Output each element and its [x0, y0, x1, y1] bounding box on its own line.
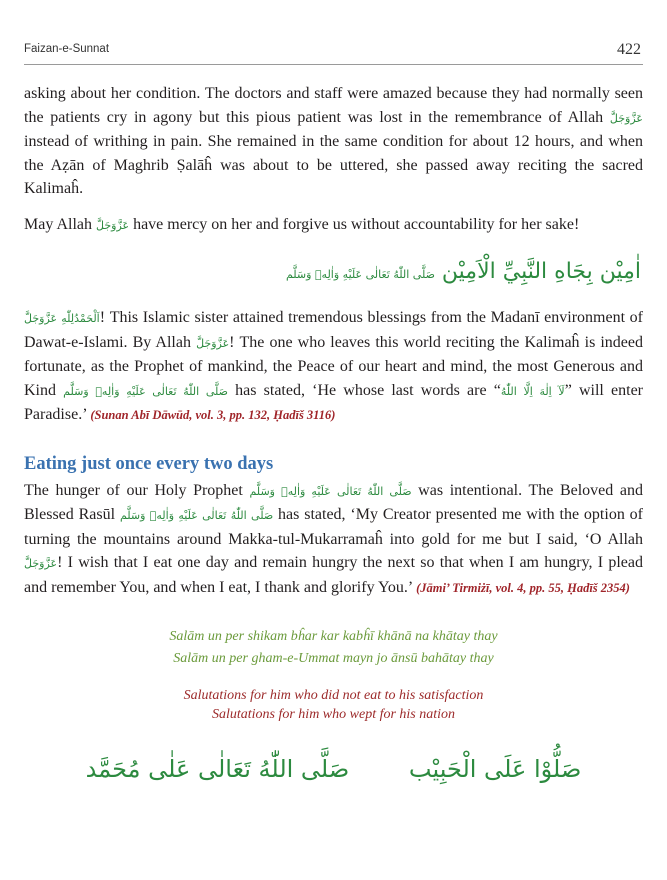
azza-wa-jal-inline: عَزَّوَجَلَّ	[196, 336, 230, 350]
page-number: 422	[617, 41, 641, 58]
salutation-inline: صَلَّى اللّٰهُ تَعَالٰى عَلَيْهِ وَاٰلِهٖ وَسَلَّم	[119, 509, 274, 522]
ameen-text: اٰمِيْن بِجَاهِ النَّبِيِّ الْاَمِيْن	[441, 259, 641, 284]
kalimah-inline: لَآ اِلٰهَ اِلَّا اللّٰهُ	[500, 384, 565, 398]
durood-response: صَلَّى اللّٰهُ تَعَالٰى عَلٰى مُحَمَّد	[85, 755, 350, 783]
poem-line: Salām un per shikam bĥar kar kabĥī khānā na khātay thay	[169, 629, 498, 644]
poem-transliteration	[24, 626, 643, 670]
paragraph-condition: asking about her condition. The doctors and staff were amazed because they had normally seen the patients cry in agony but this pious patient was lost in the remembrance of Allah عَزَّوَجَلَّ instead of writhing in pain. She remained in the same condition for about 12 hours, and when the Aẓān of Maghrib Ṣalāĥ was about to be uttered, she passed away reciting the sacred Kalimaĥ.	[24, 85, 643, 197]
poem-translation-line: Salutations for him who wept for his nation	[211, 707, 456, 722]
paragraph-mercy: May Allah عَزَّوَجَلَّ have mercy on her and forgive us without accountability for her sake!	[24, 215, 580, 233]
azza-wa-jal-inline: عَزَّوَجَلَّ	[609, 111, 643, 125]
azza-wa-jal-inline: عَزَّوَجَلَّ	[24, 557, 58, 570]
poem-translation	[24, 686, 643, 724]
running-title: Faizan-e-Sunnat	[24, 43, 110, 55]
ameen-supplication	[24, 255, 641, 292]
durood-line	[24, 752, 643, 786]
poem-translation-line: Salutations for him who did not eat to his satisfaction	[183, 688, 484, 703]
salutation-inline: صَلَّى اللّٰهُ تَعَالٰى عَلَيْهِ وَاٰلِهٖ وَسَلَّم	[63, 384, 228, 398]
paragraph-blessings: اَلْحَمْدُلِلّٰهِ عَزَّوَجَلَّ! This Islamic sister attained tremendous blessings from the Madanī environment of Dawat-e-Islami. By Allah عَزَّوَجَلَّ! The one who leaves this world reciting the Kalimaĥ is indeed fortunate, as the Prophet of mankind, the Peace of our heart and mind, the most Generous and Kind صَلَّى اللّٰهُ تَعَالٰى عَلَيْهِ وَاٰلِهٖ وَسَلَّم has stated, ‘He whose last words are “لَآ اِلٰهَ اِلَّا اللّٰهُ” will enter Paradise.’ (Sunan Abī Dāwūd, vol. 3, pp. 132, Ḥadīš 3116)	[24, 309, 644, 423]
page-header	[24, 34, 643, 65]
azza-wa-jal-inline: عَزَّوَجَلَّ	[96, 218, 130, 232]
page-content	[24, 82, 643, 786]
alhamdulillah-inline: اَلْحَمْدُلِلّٰهِ عَزَّوَجَلَّ	[24, 312, 100, 325]
paragraph-hunger: The hunger of our Holy Prophet صَلَّى اللّٰهُ تَعَالٰى عَلَيْهِ وَاٰلِهٖ وَسَلَّم was intentional. The Beloved and Blessed Rasūl صَلَّى اللّٰهُ تَعَالٰى عَلَيْهِ وَاٰلِهٖ وَسَلَّم has stated, ‘My Creator presented me with the option of turning the mountains around Makka-tul-Mukarramaĥ into gold for me but I said, ‘O Allah عَزَّوَجَلَّ! I wish that I eat one day and remain hungry the next so that when I am hungry, I plead and remember You, and when I eat, I thank and glorify You.’ (Jāmi’ Tirmiżī, vol. 4, pp. 55, Ḥadīš 2354)	[24, 481, 644, 596]
poem-line: Salām un per gham-e-Ummat mayn jo ānsū bahātay thay	[173, 651, 494, 666]
citation: (Jāmi’ Tirmiżī, vol. 4, pp. 55, Ḥadīš 2354)	[416, 580, 630, 595]
citation: (Sunan Abī Dāwūd, vol. 3, pp. 132, Ḥadīš 3116)	[90, 408, 336, 422]
section-heading: Eating just once every two days	[24, 453, 274, 474]
salutation-inline: صَلَّى اللّٰهُ تَعَالٰى عَلَيْهِ وَاٰلِهٖ وَسَلَّم	[249, 484, 412, 498]
durood-call: صَلُّوْا عَلَى الْحَبِيْب	[408, 755, 582, 783]
salutation-inline: صَلَّى اللّٰهُ تَعَالٰى عَلَيْهِ وَاٰلِهٖ وَسَلَّم	[285, 268, 435, 281]
